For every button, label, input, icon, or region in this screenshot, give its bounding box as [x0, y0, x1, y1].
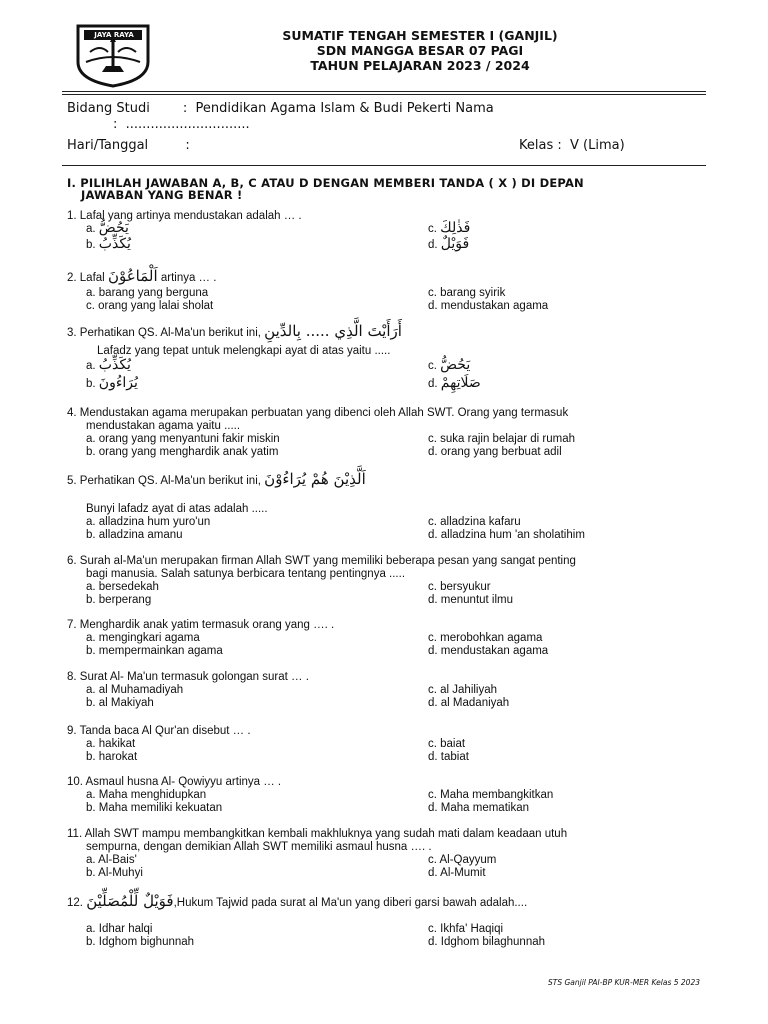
- q3-option-a-arabic: يُكَذِّبُ: [98, 357, 131, 373]
- header-line-2: SDN MANGGA BESAR 07 PAGI: [316, 43, 524, 58]
- q8-stem: 8. Surat Al- Ma'un termasuk golongan surat … .: [67, 671, 309, 683]
- q10-option-d: d. Maha mematikan: [428, 802, 529, 814]
- q2-option-a: a. barang yang berguna: [86, 287, 209, 299]
- q10-option-c: c. Maha membangkitkan: [428, 789, 554, 801]
- q6-stem: 6. Surah al-Ma'un merupakan firman Allah SWT yang memiliki beberapa pesan yang sangat penting: [67, 555, 576, 567]
- q5-stem-2: Bunyi lafadz ayat di atas adalah .....: [86, 503, 268, 515]
- q1-option-b: b. يُكَذِّبُ: [86, 236, 131, 252]
- q9-option-c: c. baiat: [428, 738, 466, 750]
- q1-stem: 1. Lafal yang artinya mendustakan adalah … .: [67, 210, 302, 222]
- header-line-3: TAHUN PELAJARAN 2023 / 2024: [310, 58, 530, 73]
- q12-arabic: فَوَيْلٌ لِّلْمُصَلِّيْنَ: [86, 892, 174, 910]
- q8-option-b: b. al Makiyah: [86, 697, 154, 709]
- q3-option-a: a. يُكَذِّبُ: [86, 357, 131, 373]
- section-instruction-2: JAWABAN YANG BENAR !: [81, 188, 243, 202]
- q5-stem: 5. Perhatikan QS. Al-Ma'un berikut ini, اَلَّذِيْنَ هُمْ يُرَاءُوْنَ: [67, 470, 366, 488]
- q1-option-c-arabic: فَذٰلِكَ: [440, 220, 471, 236]
- q7-stem: 7. Menghardik anak yatim termasuk orang yang …. .: [67, 619, 335, 631]
- q1-option-a: a. يَحُضُّ: [86, 220, 129, 236]
- form-class-row: Kelas : V (Lima): [519, 138, 625, 153]
- q2-option-b: c. orang yang lalai sholat: [86, 300, 214, 312]
- q2-option-c: c. barang syirik: [428, 287, 506, 299]
- q10-option-a: a. Maha menghidupkan: [86, 789, 207, 801]
- q3-option-c: c. يَحُضُّ: [428, 357, 471, 373]
- q11-option-a: a. Al-Bais': [86, 854, 137, 866]
- q6-stem-2: bagi manusia. Salah satunya berbicara tentang pentingnya .....: [86, 568, 406, 580]
- q8-option-d: d. al Madaniyah: [428, 697, 510, 709]
- q10-option-b: b. Maha memiliki kekuatan: [86, 802, 223, 814]
- q11-stem-2: sempurna, dengan demikian Allah SWT memiliki asmaul husna …. .: [86, 841, 432, 853]
- header-divider-thin: [62, 94, 706, 95]
- q2-stem: 2. Lafal اَلْمَاعُوْنَ artinya … .: [67, 267, 217, 285]
- q9-stem: 9. Tanda baca Al Qur'an disebut … .: [67, 725, 251, 737]
- q6-option-d: d. menuntut ilmu: [428, 594, 514, 606]
- q11-option-b: b. Al-Muhyi: [86, 867, 143, 879]
- q7-option-d: d. mendustakan agama: [428, 645, 549, 657]
- header-line-1: SUMATIF TENGAH SEMESTER I (GANJIL): [282, 28, 558, 43]
- q12-option-c: c. Ikhfa' Haqiqi: [428, 923, 504, 935]
- q2-option-d: d. mendustakan agama: [428, 300, 549, 312]
- q11-option-c: c. Al-Qayyum: [428, 854, 497, 866]
- page-footer: STS Ganjil PAI-BP KUR-MER Kelas 5 2023: [547, 978, 700, 987]
- q12-option-b: b. Idghom bighunnah: [86, 936, 195, 948]
- q12-option-d: d. Idghom bilaghunnah: [428, 936, 546, 948]
- q3-stem-2: Lafadz yang tepat untuk melengkapi ayat di atas yaitu .....: [97, 345, 391, 357]
- q4-stem-2: mendustakan agama yaitu .....: [86, 420, 241, 432]
- form-subject-row: Bidang Studi : Pendidikan Agama Islam & Budi Pekerti Nama: [67, 101, 494, 116]
- section-instruction-1: I. PILIHLAH JAWABAN A, B, C ATAU D DENGAN MEMBERI TANDA ( X ) DI DEPAN: [67, 176, 584, 190]
- q1-option-d: d. فَوَيْلٌ: [428, 236, 470, 252]
- q1-option-a-arabic: يَحُضُّ: [98, 220, 129, 236]
- q4-stem: 4. Mendustakan agama merupakan perbuatan yang dibenci oleh Allah SWT. Orang yang termasuk: [67, 407, 569, 419]
- q9-option-d: d. tabiat: [428, 751, 469, 763]
- q4-option-a: a. orang yang menyantuni fakir miskin: [86, 433, 280, 445]
- q11-option-d: d. Al-Mumit: [428, 867, 486, 879]
- school-logo: [72, 22, 154, 88]
- q1-option-d-arabic: فَوَيْلٌ: [440, 236, 470, 252]
- q3-option-c-arabic: يَحُضُّ: [440, 357, 471, 373]
- form-name-row: : ..............................: [113, 117, 250, 132]
- q4-option-c: c. suka rajin belajar di rumah: [428, 433, 576, 445]
- q5-option-c: c. alladzina kafaru: [428, 516, 521, 528]
- q12-stem: 12. فَوَيْلٌ لِّلْمُصَلِّيْنَ,Hukum Tajwid pada surat al Ma'un yang diberi garsi bawah adalah....: [67, 892, 528, 910]
- q5-option-d: d. alladzina hum 'an sholatihim: [428, 529, 585, 541]
- header-divider: [62, 91, 706, 92]
- q6-option-c: c. bersyukur: [428, 581, 491, 593]
- q3-option-b: b. يُرَاءُونَ: [86, 375, 138, 391]
- q4-option-b: b. orang yang menghardik anak yatim: [86, 446, 279, 458]
- q3-option-b-arabic: يُرَاءُونَ: [98, 375, 138, 391]
- q6-option-b: b. berperang: [86, 594, 152, 606]
- q1-option-c: c. فَذٰلِكَ: [428, 220, 471, 236]
- q3-option-d: d. صَلَاتِهِمْ: [428, 375, 481, 391]
- q9-option-b: b. harokat: [86, 751, 138, 763]
- q7-option-b: b. mempermainkan agama: [86, 645, 223, 657]
- q3-option-d-arabic: صَلَاتِهِمْ: [440, 375, 481, 391]
- form-divider: [62, 165, 706, 166]
- q1-option-b-arabic: يُكَذِّبُ: [98, 236, 131, 252]
- q8-option-c: c. al Jahiliyah: [428, 684, 498, 696]
- logo-text: JAYA RAYA: [94, 31, 134, 39]
- q8-option-a: a. al Muhamadiyah: [86, 684, 184, 696]
- q4-option-d: d. orang yang berbuat adil: [428, 446, 562, 458]
- q2-arabic: اَلْمَاعُوْنَ: [107, 267, 158, 285]
- q3-arabic: أَرَأَيْتَ الَّذِي ..... بِالدِّينِ: [264, 322, 402, 340]
- q5-arabic: اَلَّذِيْنَ هُمْ يُرَاءُوْنَ: [264, 470, 366, 488]
- q11-stem: 11. Allah SWT mampu membangkitkan kembali makhluknya yang sudah mati dalam keadaan utuh: [67, 828, 568, 840]
- q5-option-b: b. alladzina amanu: [86, 529, 183, 541]
- q5-option-a: a. alladzina hum yuro'un: [86, 516, 211, 528]
- q7-option-c: c. merobohkan agama: [428, 632, 543, 644]
- q10-stem: 10. Asmaul husna Al- Qowiyyu artinya … .: [67, 776, 282, 788]
- q6-option-a: a. bersedekah: [86, 581, 159, 593]
- q9-option-a: a. hakikat: [86, 738, 136, 750]
- form-date-row: Hari/Tanggal :: [67, 138, 190, 153]
- q3-stem: 3. Perhatikan QS. Al-Ma'un berikut ini, أَرَأَيْتَ الَّذِي ..... بِالدِّينِ: [67, 322, 402, 340]
- q7-option-a: a. mengingkari agama: [86, 632, 200, 644]
- q12-option-a: a. Idhar halqi: [86, 923, 153, 935]
